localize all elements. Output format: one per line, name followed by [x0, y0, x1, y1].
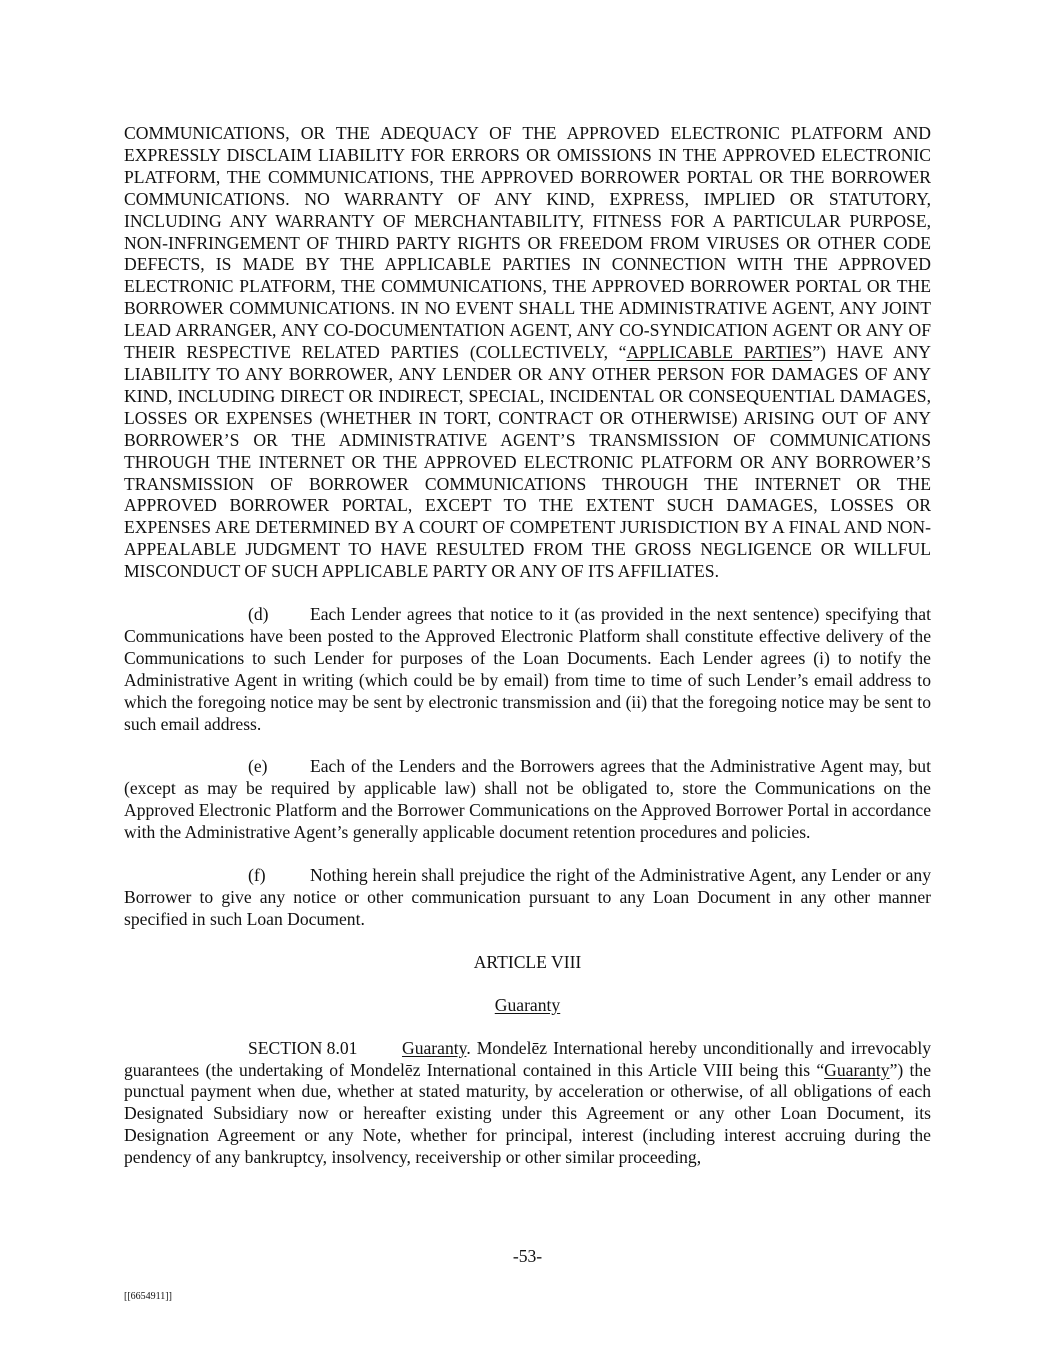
section-8-01	[124, 1038, 931, 1169]
clause-f-label: (f)	[248, 865, 266, 886]
clause-d-text: Each Lender agrees that notice to it (as provided in the next sentence) specifying that Communications have been posted to the Approved Electronic Platform shall constitute effective delivery of the Communications to such Lender for purposes of the Loan Documents. Each Lender agrees (i) to notify the Administrative Agent in writing (which could be by email) from time to time of such Lender’s email address to which the foregoing notice may be sent by electronic transmission and (ii) that the foregoing notice may be sent to such email address.	[124, 604, 931, 734]
clause-f	[124, 865, 931, 931]
article-subheading-text: Guaranty	[494, 994, 561, 1015]
section-8-01-title-punct: .	[466, 1037, 471, 1058]
disclaimer-text-part-2: ”) HAVE ANY LIABILITY TO ANY BORROWER, ANY LENDER OR ANY OTHER PERSON FOR DAMAGES OF ANY KIND, INCLUDING DIRECT OR INDIRECT, SPECIAL, INCIDENTAL OR CONSEQUENTIAL DAMAGES, LOSSES OR EXPENSES (WHETHER IN TORT, CONTRACT OR OTHERWISE) ARISING OUT OF ANY BORROWER’S OR THE ADMINISTRATIVE AGENT’S TRANSMISSION OF COMMUNICATIONS THROUGH THE INTERNET OR THE APPROVED ELECTRONIC PLATFORM OR ANY BORROWER’S TRANSMISSION OF BORROWER COMMUNICATIONS THROUGH THE INTERNET OR THE APPROVED BORROWER PORTAL, EXCEPT TO THE EXTENT SUCH DAMAGES, LOSSES OR EXPENSES ARE DETERMINED BY A COURT OF COMPETENT JURISDICTION BY A FINAL AND NON-APPEALABLE JUDGMENT TO HAVE RESULTED FROM THE GROSS NEGLIGENCE OR WILLFUL MISCONDUCT OF SUCH APPLICABLE PARTY OR ANY OF ITS AFFILIATES.	[124, 342, 931, 582]
document-page	[124, 123, 931, 1169]
clause-e-label: (e)	[248, 756, 268, 777]
article-subheading	[124, 995, 931, 1017]
clause-e-text: Each of the Lenders and the Borrowers agrees that the Administrative Agent may, but (except as may be required by applicable law) shall not be obligated to, store the Communications on the Approved Electronic Platform and the Borrower Communications on the Approved Borrower Portal in accordance with the Administrative Agent’s generally applicable document retention procedures and policies.	[124, 756, 931, 843]
defined-term-guaranty: Guaranty	[824, 1059, 890, 1080]
section-8-01-text-part-1: Mondelēz International hereby unconditionally and irrevocably guarantees (the undertaking of Mondelēz International contained in this Article VIII being this “	[124, 1037, 931, 1080]
clause-e	[124, 756, 931, 844]
section-8-01-text-part-2: ”) the punctual payment when due, whether at stated maturity, by acceleration or otherwise, of all obligations of each Designated Subsidiary now or hereafter existing under this Agreement or any other Loan Document, its Designation Agreement or any Note, whether for principal, interest (including interest accruing during the pendency of any bankruptcy, insolvency, receivership or other similar proceeding,	[124, 1059, 932, 1168]
article-heading: ARTICLE VIII	[473, 951, 582, 972]
clause-f-text: Nothing herein shall prejudice the right of the Administrative Agent, any Lender or any Borrower to give any notice or other communication pursuant to any Loan Document in any other manner specified in such Loan Document.	[124, 865, 931, 929]
disclaimer-text-part-1: COMMUNICATIONS, OR THE ADEQUACY OF THE APPROVED ELECTRONIC PLATFORM AND EXPRESSLY DISCLAIM LIABILITY FOR ERRORS OR OMISSIONS IN THE APPROVED ELECTRONIC PLATFORM, THE COMMUNICATIONS, THE APPROVED BORROWER PORTAL OR THE BORROWER COMMUNICATIONS. NO WARRANTY OF ANY KIND, EXPRESS, IMPLIED OR STATUTORY, INCLUDING ANY WARRANTY OF MERCHANTABILITY, FITNESS FOR A PARTICULAR PURPOSE, NON-INFRINGEMENT OF THIRD PARTY RIGHTS OR FREEDOM FROM VIRUSES OR OTHER CODE DEFECTS, IS MADE BY THE APPLICABLE PARTIES IN CONNECTION WITH THE APPROVED ELECTRONIC PLATFORM, THE COMMUNICATIONS, THE APPROVED BORROWER PORTAL OR THE BORROWER COMMUNICATIONS. IN NO EVENT SHALL THE ADMINISTRATIVE AGENT, ANY JOINT LEAD ARRANGER, ANY CO-DOCUMENTATION AGENT, ANY CO-SYNDICATION AGENT OR ANY OF THEIR RESPECTIVE RELATED PARTIES (COLLECTIVELY, “	[124, 123, 931, 363]
section-8-01-title: Guaranty	[402, 1037, 467, 1058]
clause-d-label: (d)	[248, 604, 269, 625]
defined-term-applicable-parties: APPLICABLE PARTIES	[626, 342, 813, 363]
clause-d	[124, 604, 931, 735]
document-id: [[6654911]]	[124, 1291, 172, 1302]
section-8-01-label: SECTION 8.01	[248, 1037, 358, 1058]
disclaimer-paragraph	[124, 123, 931, 583]
page-number: -53-	[512, 1246, 543, 1266]
